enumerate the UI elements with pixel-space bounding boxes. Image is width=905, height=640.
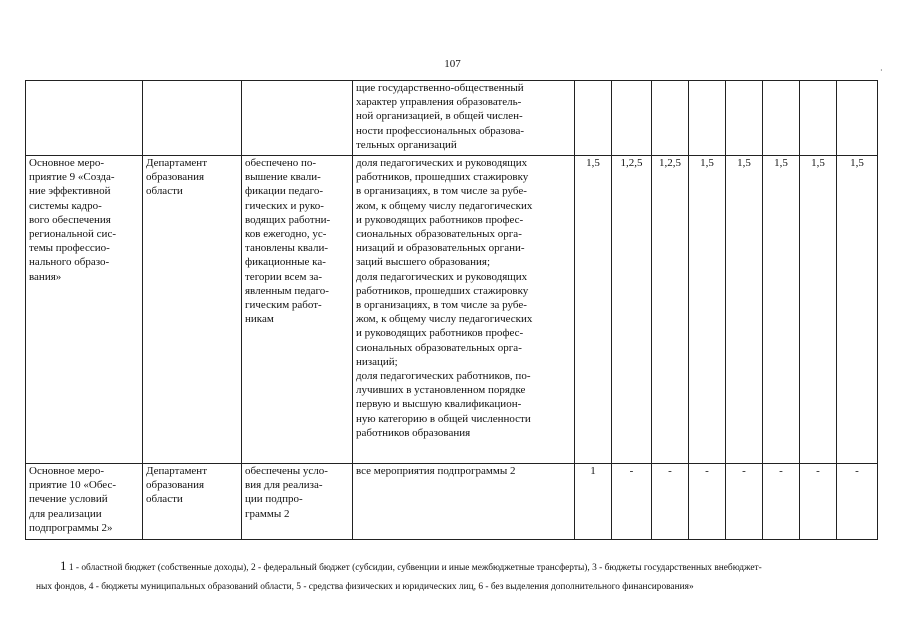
page-number: 107	[444, 58, 461, 70]
value-cell: -	[612, 464, 652, 540]
value-cell	[612, 81, 652, 156]
indicator-text: доля педагогических и руководящих работников, прошедших стажировку в организациях, в том числе за рубе- жом, к общему числу педагогических и руководящих работников профес- сиональных образовательных орга- низаций и образовательных органи- заций высшего образования; доля педагогических и руководящих работников, прошедших стажировку в организациях, в том числе за рубе- жом, к общему числу педагогических и руководящих работников профес- сиональных образовательных орга- низаций; доля педагогических работников, по- лучивших в установленном порядке первую и высшую квалификацион- ную категорию в общей численности работников образования	[356, 157, 533, 439]
result-cell	[242, 81, 353, 156]
value-cell	[800, 81, 837, 156]
result-text: обеспечено по- вышение квали- фикации педаго- гических и руко- водящих работни- ков ежегодно, ус- тановлены квали- фикационные ка- тегории всем за- явленным педаго- гическим работ- никам	[245, 157, 331, 326]
value-cell	[575, 81, 612, 156]
executor-cell	[143, 464, 242, 540]
activity-text: Основное меро- приятие 10 «Обес- печение условий для реализации подпрограммы 2»	[29, 465, 117, 534]
value-cell: -	[763, 464, 800, 540]
activity-cell	[26, 464, 143, 540]
value-cell: 1,5	[689, 156, 726, 464]
value-cell: 1	[575, 464, 612, 540]
value-cell: -	[800, 464, 837, 540]
result-text: обеспечены усло- вия для реализа- ции подпро- граммы 2	[245, 465, 328, 520]
footnote-text: 1 - областной бюджет (собственные доходы), 2 - федеральный бюджет (субсидии, субвенции и иные межбюджетные трансферты), 3 - бюджеты государственных внебюджет- ных фондов, 4 - бюджеты муниципальных образований области, 5 - средства физических и юридических лиц, 6 - без выделения дополнительного финансирования»	[36, 563, 762, 592]
value-cell: -	[837, 464, 878, 540]
table-row-continuation	[26, 81, 878, 156]
indicator-text: все мероприятия подпрограммы 2	[356, 465, 516, 477]
activity-text: Основное меро- приятие 9 «Созда- ние эффективной системы кадро- вого обеспечения региональной сис- темы профессио- нального образо- вания»	[29, 157, 116, 283]
executor-cell	[143, 81, 242, 156]
result-cell	[242, 156, 353, 464]
result-cell	[242, 464, 353, 540]
footnote-mark: 1	[60, 558, 67, 573]
value-cell: -	[652, 464, 689, 540]
value-cell: 1,5	[575, 156, 612, 464]
value-cell	[689, 81, 726, 156]
value-cell: 1,5	[726, 156, 763, 464]
executor-text: Департамент образования области	[146, 157, 208, 198]
indicator-cell	[353, 81, 575, 156]
footnote	[36, 556, 881, 597]
value-cell: 1,2,5	[652, 156, 689, 464]
indicator-cell	[353, 464, 575, 540]
value-cell	[837, 81, 878, 156]
program-table	[25, 80, 878, 540]
activity-cell	[26, 81, 143, 156]
value-cell	[652, 81, 689, 156]
executor-text: Департамент образования области	[146, 465, 208, 506]
indicator-cell	[353, 156, 575, 464]
value-cell: -	[726, 464, 763, 540]
value-cell	[763, 81, 800, 156]
value-cell: -	[689, 464, 726, 540]
executor-cell	[143, 156, 242, 464]
activity-cell	[26, 156, 143, 464]
value-cell	[726, 81, 763, 156]
value-cell: 1,2,5	[612, 156, 652, 464]
table-row-activity-9	[26, 156, 878, 464]
value-cell: 1,5	[800, 156, 837, 464]
table-row-activity-10	[26, 464, 878, 540]
value-cell: 1,5	[837, 156, 878, 464]
corner-mark: ·	[880, 66, 883, 75]
value-cell: 1,5	[763, 156, 800, 464]
indicator-text: щие государственно-общественный характер управления образователь- ной организацией, в общей числен- ности профессиональных образова- тельных организаций	[356, 82, 525, 151]
